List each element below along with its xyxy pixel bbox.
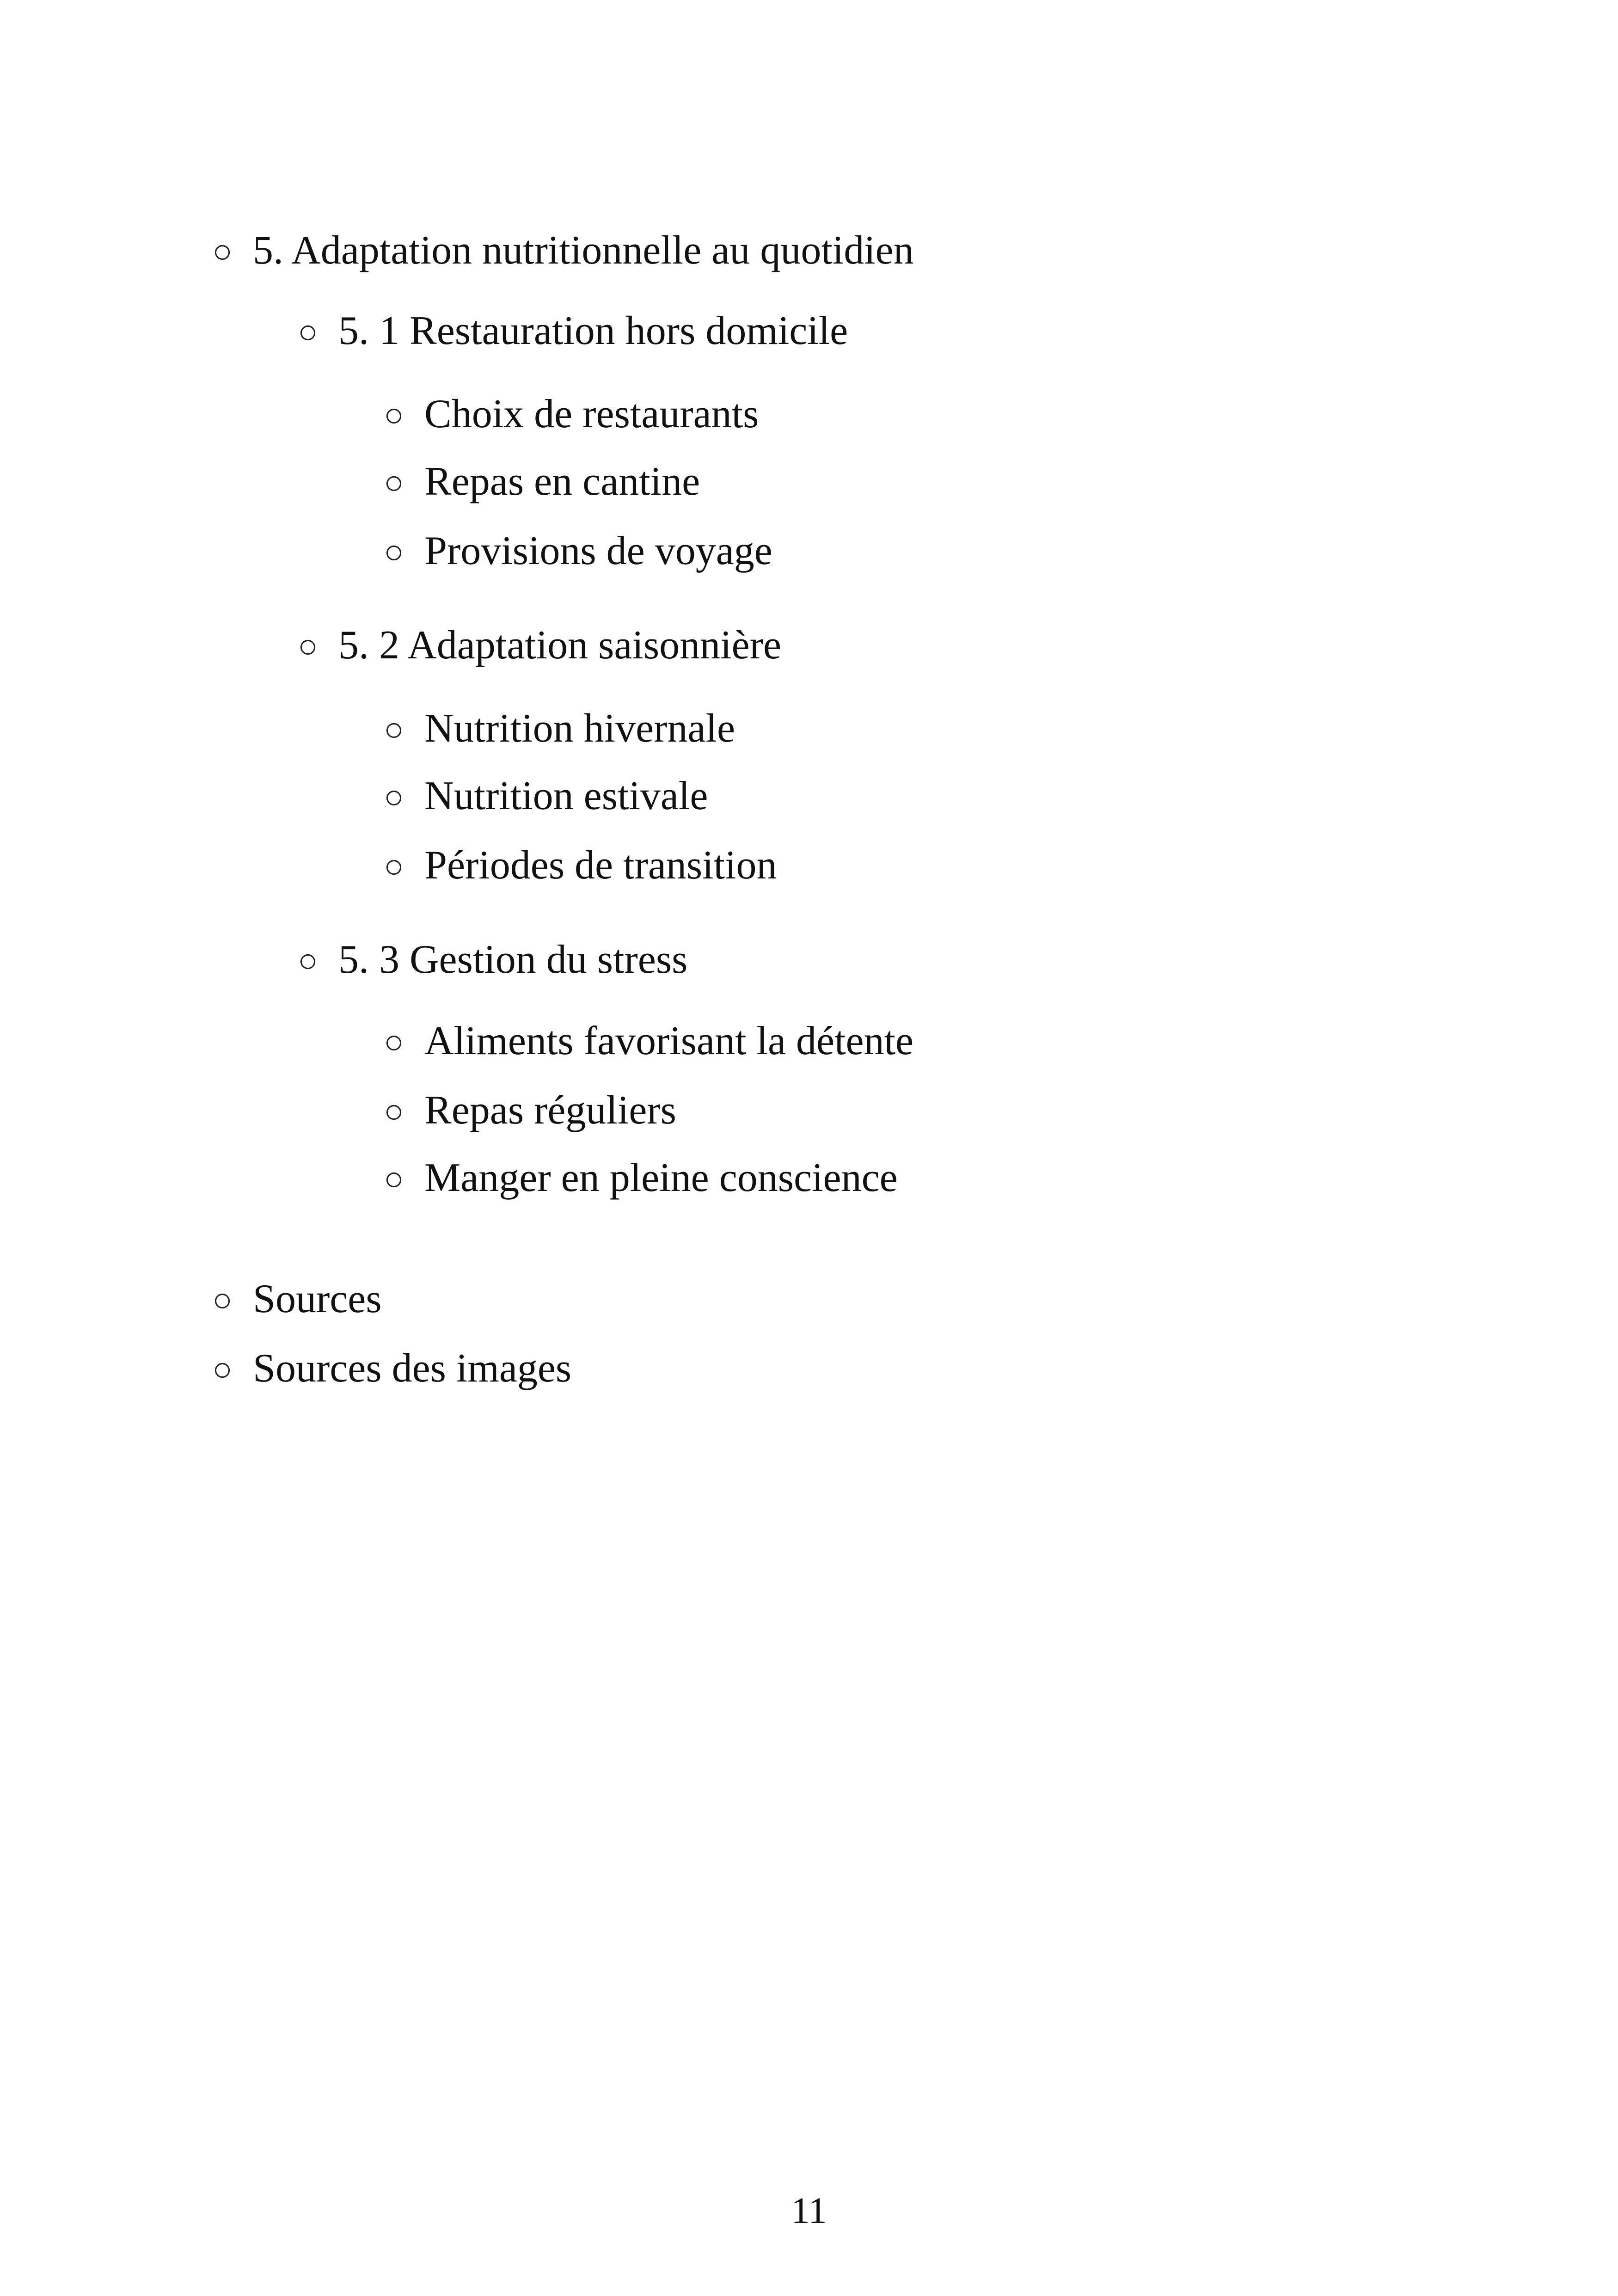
toc-entry-periodes-de-transition[interactable] [382,842,777,889]
hollow-circle-bullet-icon [386,1105,401,1120]
toc-entry-section-5[interactable] [210,227,914,274]
toc-entry-label: Aliments favorisant la détente [424,1019,914,1063]
toc-entry-section-5-2[interactable] [296,622,781,669]
toc-entry-nutrition-estivale[interactable] [382,773,708,819]
toc-entry-nutrition-hivernale[interactable] [382,706,735,752]
hollow-circle-bullet-icon [386,476,401,491]
toc-entry-choix-de-restaurants[interactable] [382,391,759,437]
toc-entry-label: Repas réguliers [424,1088,676,1133]
hollow-circle-bullet-icon [386,1036,401,1050]
hollow-circle-bullet-icon [215,245,230,260]
toc-entry-label: Nutrition estivale [424,774,708,818]
hollow-circle-bullet-icon [300,640,315,655]
toc-entry-label: 5. 3 Gestion du stress [338,937,688,982]
toc-entry-sources[interactable] [210,1276,382,1322]
hollow-circle-bullet-icon [300,325,315,340]
hollow-circle-bullet-icon [386,1173,401,1187]
hollow-circle-bullet-icon [386,791,401,805]
toc-entry-label: Provisions de voyage [424,528,772,573]
toc-entry-repas-en-cantine[interactable] [382,459,700,505]
toc-entry-repas-reguliers[interactable] [382,1087,676,1134]
toc-entry-label: Périodes de transition [424,843,777,888]
toc-entry-label: 5. 1 Restauration hors domicile [338,308,848,353]
hollow-circle-bullet-icon [386,409,401,424]
page-number: 11 [791,2191,827,2231]
toc-entry-label: Sources [253,1277,382,1321]
toc-entry-label: 5. 2 Adaptation saisonnière [338,623,782,668]
toc-entry-label: Sources des images [253,1346,572,1391]
toc-entry-section-5-1[interactable] [296,308,848,354]
toc-entry-provisions-de-voyage[interactable] [382,528,772,574]
toc-entry-aliments-favorisant-la-detente[interactable] [382,1018,913,1064]
hollow-circle-bullet-icon [386,546,401,560]
toc-entry-label: Choix de restaurants [424,392,759,436]
toc-entry-section-5-3[interactable] [296,937,687,983]
hollow-circle-bullet-icon [300,954,315,969]
hollow-circle-bullet-icon [215,1363,230,1378]
toc-entry-label: Nutrition hivernale [424,706,735,751]
toc-entry-label: Manger en pleine conscience [424,1155,898,1200]
hollow-circle-bullet-icon [386,723,401,738]
toc-entry-label: 5. Adaptation nutritionnelle au quotidien [253,228,914,273]
toc-entry-label: Repas en cantine [424,459,700,504]
toc-entry-manger-en-pleine-conscience[interactable] [382,1155,898,1201]
hollow-circle-bullet-icon [386,860,401,875]
hollow-circle-bullet-icon [215,1294,230,1308]
toc-entry-sources-des-images[interactable] [210,1345,571,1392]
